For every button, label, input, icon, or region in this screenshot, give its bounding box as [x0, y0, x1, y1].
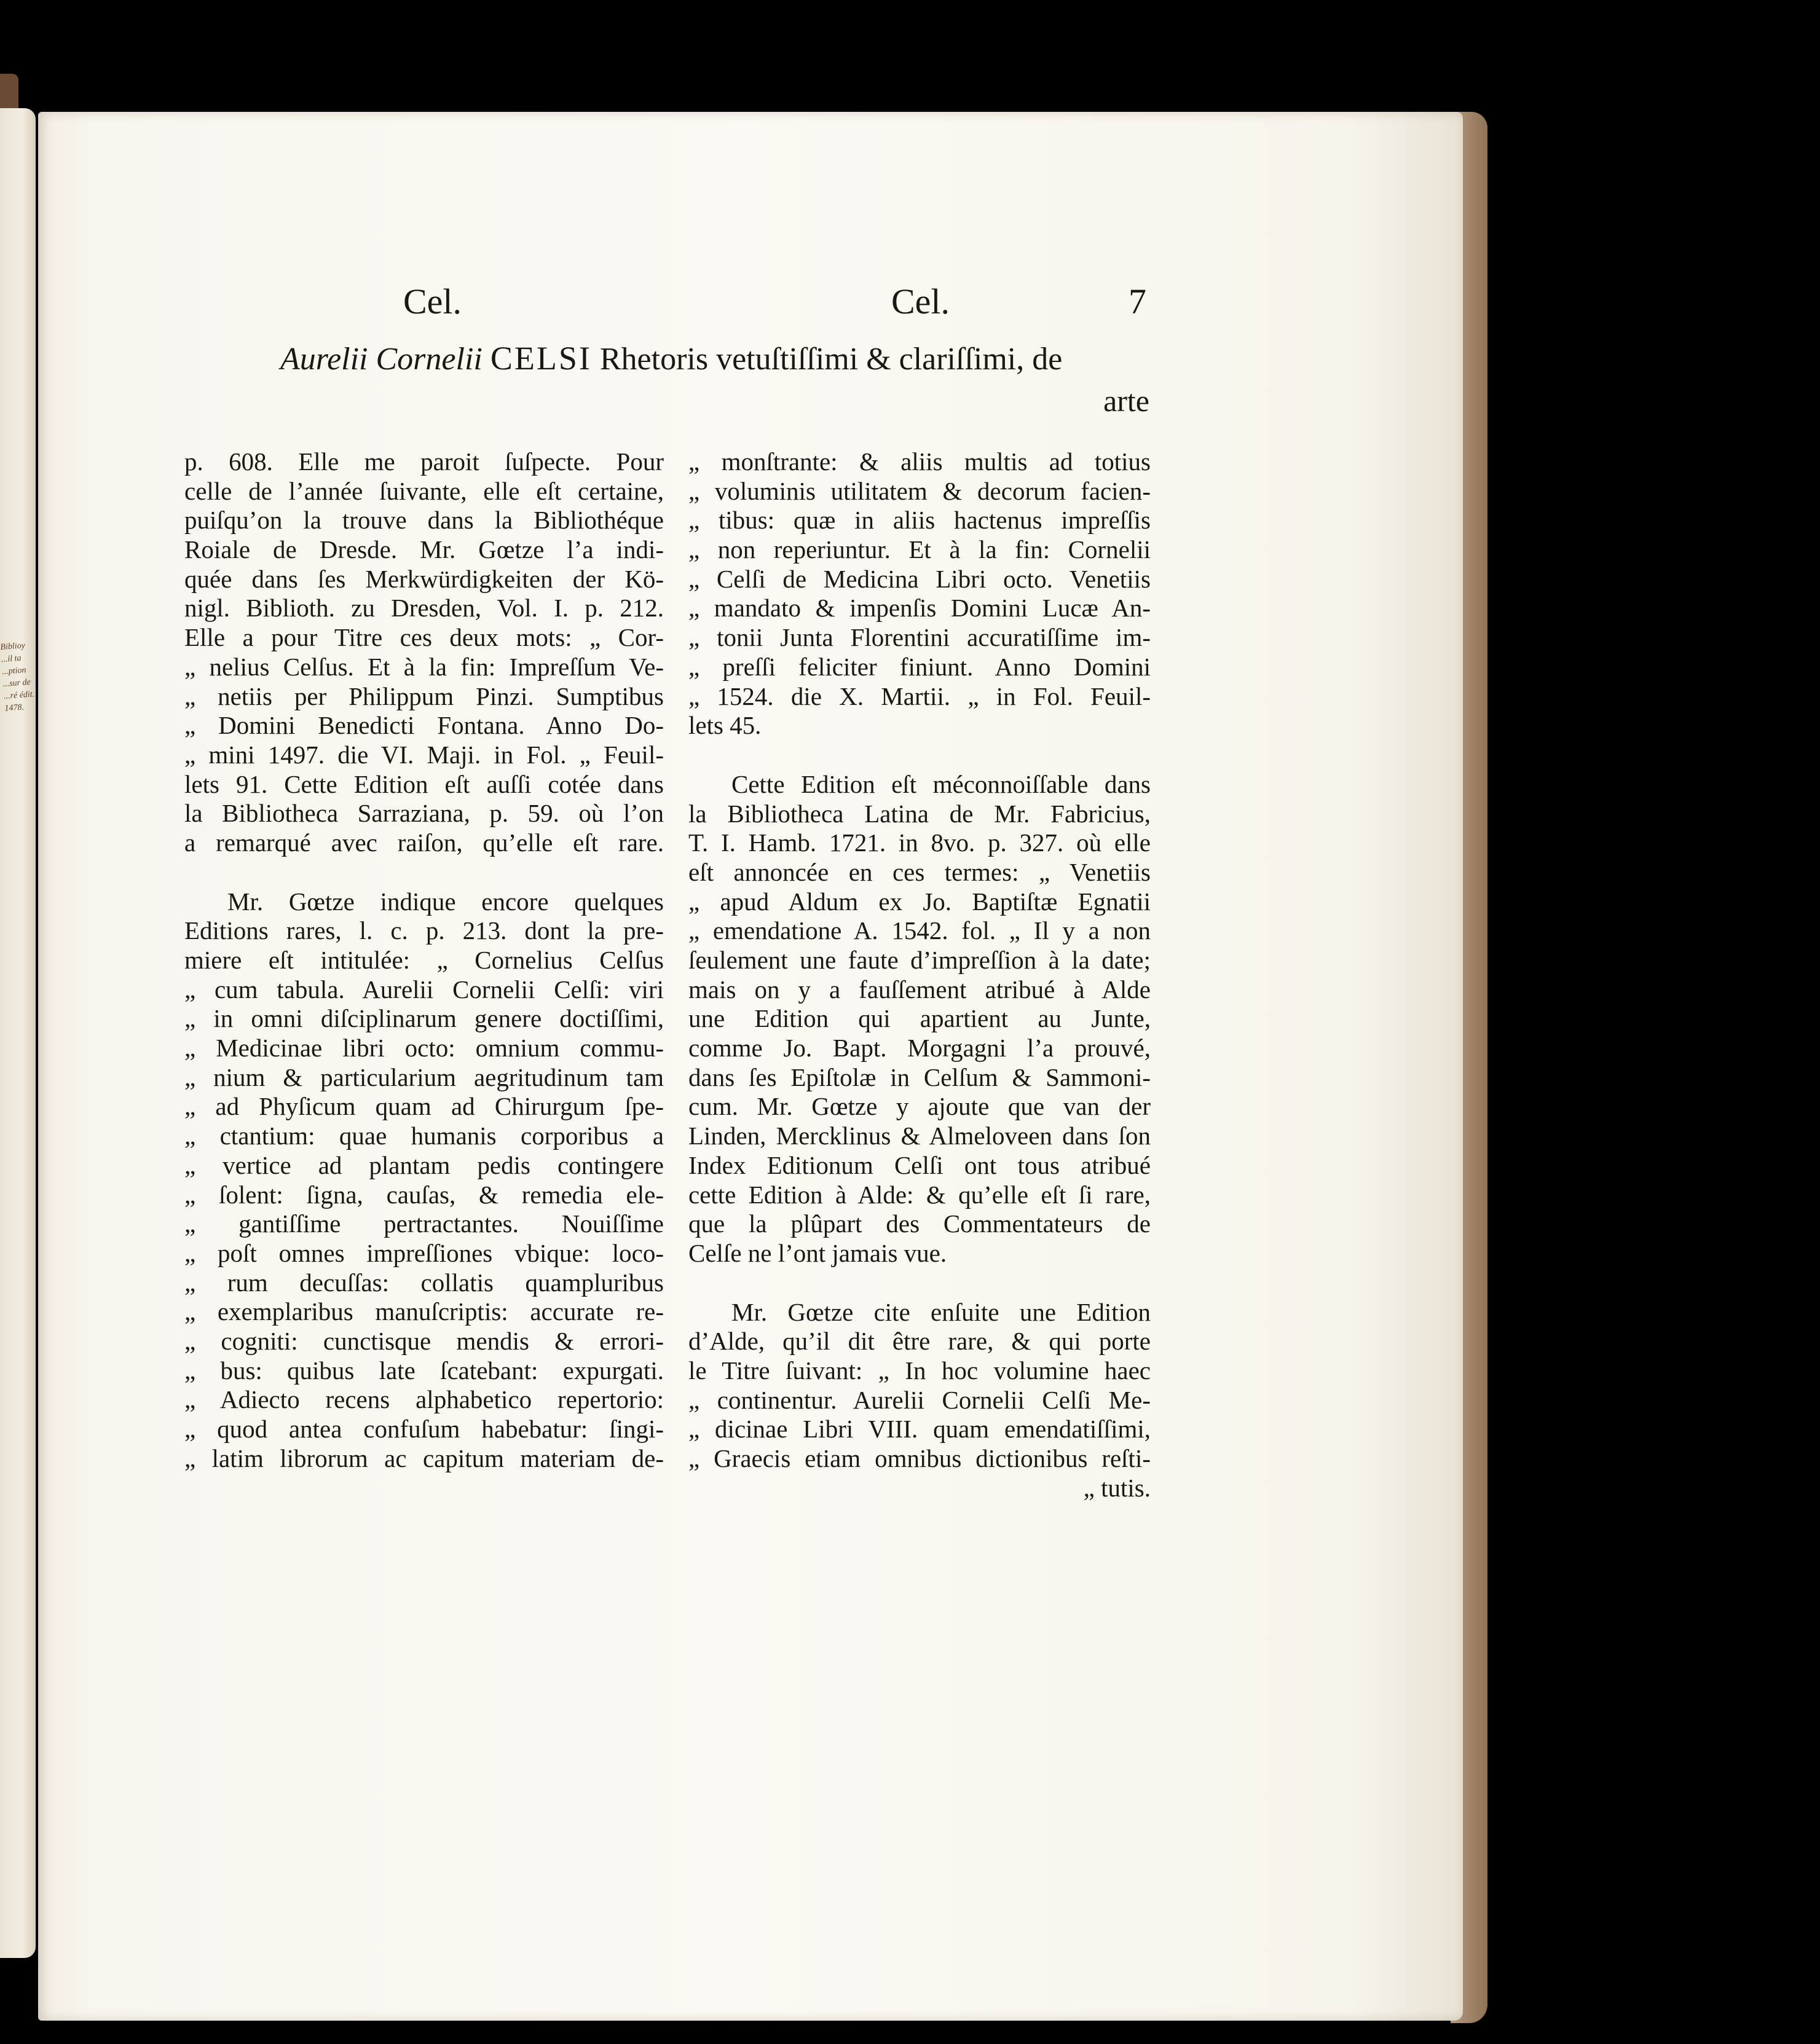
paragraph-gap [688, 741, 1151, 770]
paragraph-gap [184, 858, 664, 887]
text-line: „ poſt omnes impreſſiones vbique: loco- [184, 1238, 664, 1267]
text-line: „ gantiſſime pertractantes. Nouiſſime [184, 1209, 664, 1238]
text-line: „ Domini Benedicti Fontana. Anno Do- [184, 711, 664, 740]
text-line: Mr. Gœtze indique encore quelques [227, 887, 664, 916]
text-line: „ Medicinae libri octo: omnium commu- [184, 1034, 664, 1063]
text-line: „ Celſi de Medicina Libri octo. Venetiis [688, 564, 1151, 593]
text-line: p. 608. Elle me paroit ſuſpecte. Pour [184, 447, 664, 476]
text-line: lets 91. Cette Edition eſt auſſi cotée dans [184, 769, 664, 798]
text-line: „ cum tabula. Aurelii Cornelii Celſi: viri [184, 975, 664, 1004]
text-line: Roiale de Dresde. Mr. Gœtze l’a indi- [184, 535, 664, 564]
page-number: 7 [1129, 281, 1146, 321]
title-italic: Aurelii Cornelii [280, 342, 483, 377]
text-line: miere eſt intitulée: „ Cornelius Celſus [184, 946, 664, 974]
left-text-column [184, 447, 664, 1473]
text-line: quée dans ſes Merkwürdigkeiten der Kö- [184, 564, 664, 593]
text-line: „ emendatione A. 1542. fol. „ Il y a non [688, 916, 1151, 945]
text-line: cum. Mr. Gœtze y ajoute que van der [688, 1092, 1151, 1121]
running-head-center: Cel. [891, 281, 950, 321]
text-line: lets 45. [688, 711, 762, 740]
text-line: „ monſtrante: & aliis multis ad totius [688, 447, 1151, 476]
title-rest: Rhetoris vetuſtiſſimi & clariſſimi, de [599, 342, 1063, 377]
margin-note-line: ...ré édit. [3, 690, 35, 701]
text-line: Celſe ne l’ont jamais vue. [688, 1238, 947, 1267]
text-line: celle de l’année ſuivante, elle eſt certaine, [184, 476, 664, 505]
right-text-column [688, 447, 1151, 1503]
paragraph-gap [688, 1268, 1151, 1298]
margin-note-line: 1478. [4, 702, 25, 713]
text-line: Elle a pour Titre ces deux mots: „ Cor- [184, 623, 664, 652]
text-line: „ ſolent: ſigna, cauſas, & remedia ele- [184, 1180, 664, 1209]
text-line: „ rum decuſſas: collatis quampluribus [184, 1268, 664, 1297]
margin-note-line: ...sur de [2, 677, 31, 689]
text-line: Cette Edition eſt méconnoiſſable dans [731, 769, 1151, 798]
text-line: „ dicinae Libri VIII. quam emendatiſſimi, [688, 1415, 1151, 1444]
text-line: Linden, Mercklinus & Almeloveen dans ſon [688, 1122, 1151, 1150]
text-line: a remarqué avec raiſon, qu’elle eſt rare. [184, 828, 664, 857]
text-line: mais on y a fauſſement atribué à Alde [688, 975, 1151, 1004]
text-line: „ quod antea confuſum habebatur: ſingi- [184, 1415, 664, 1443]
text-line: „ exemplaribus manuſcriptis: accurate re- [184, 1297, 664, 1326]
text-line: „ mini 1497. die VI. Maji. in Fol. „ Feuil- [184, 740, 664, 769]
text-line: Index Editionum Celſi ont tous atribué [688, 1150, 1151, 1179]
title-continuation: arte [1103, 383, 1149, 418]
text-line: T. I. Hamb. 1721. in 8vo. p. 327. où elle [688, 828, 1151, 857]
text-line: Editions rares, l. c. p. 213. dont la pre- [184, 916, 664, 945]
text-line: „ Graecis etiam omnibus dictionibus reſti- [688, 1444, 1151, 1472]
text-line: „ preſſi feliciter finiunt. Anno Domini [688, 652, 1151, 681]
text-line: la Bibliotheca Latina de Mr. Fabricius, [688, 799, 1151, 828]
text-line: „ voluminis utilitatem & decorum facien- [688, 476, 1151, 505]
text-line: dans ſes Epiſtolæ in Celſum & Sammoni- [688, 1063, 1151, 1091]
margin-note-line: ...ption [1, 666, 27, 677]
text-line: „ tibus: quæ in aliis hactenus impreſſis [688, 506, 1151, 535]
handwritten-margin-note [0, 639, 38, 715]
text-line: „ tonii Junta Florentini accuratiſſime im- [688, 623, 1151, 652]
title-caps: CELSI [490, 340, 592, 377]
margin-note-line: ...il ta [1, 653, 22, 664]
text-line: „ 1524. die X. Martii. „ in Fol. Feuil- [688, 682, 1151, 710]
text-line: „ vertice ad plantam pedis contingere [184, 1150, 664, 1179]
text-line: Mr. Gœtze cite enſuite une Edition [731, 1297, 1151, 1326]
text-line: „ Adiecto recens alphabetico repertorio: [184, 1385, 664, 1414]
text-line: „ apud Aldum ex Jo. Baptiſtæ Egnatii [688, 887, 1151, 916]
text-line: „ non reperiuntur. Et à la fin: Cornelii [688, 535, 1151, 564]
section-title [280, 338, 1149, 380]
text-line: puiſqu’on la trouve dans la Bibliothéque [184, 506, 664, 535]
text-line: que la plûpart des Commentateurs de [688, 1209, 1151, 1238]
text-line: „ continentur. Aurelii Cornelii Celſi Me- [688, 1385, 1151, 1414]
text-line: „ in omni diſciplinarum genere doctiſſimi, [184, 1004, 664, 1033]
text-line: ſeulement une faute d’impreſſion à la date; [688, 946, 1151, 974]
text-line: „ nelius Celſus. Et à la fin: Impreſſum Ve- [184, 652, 664, 681]
text-line: une Edition qui apartient au Junte, [688, 1004, 1151, 1033]
text-line: „ bus: quibus late ſcatebant: expurgati. [184, 1356, 664, 1385]
text-line: comme Jo. Bapt. Morgagni l’a prouvé, [688, 1034, 1151, 1063]
text-line: „ netiis per Philippum Pinzi. Sumptibus [184, 682, 664, 710]
text-line: „ latim librorum ac capitum materiam de- [184, 1444, 664, 1472]
facing-page-edge [0, 108, 36, 1958]
margin-note-line: Biblioy [0, 641, 26, 652]
text-line: „ ad Phyſicum quam ad Chirurgum ſpe- [184, 1092, 664, 1121]
text-line: „ mandato & impenſis Domini Lucæ An- [688, 594, 1151, 623]
text-line: nigl. Biblioth. zu Dresden, Vol. I. p. 212. [184, 594, 664, 623]
text-line: le Titre ſuivant: „ In hoc volumine haec [688, 1356, 1151, 1385]
text-line: „ cogniti: cunctisque mendis & errori- [184, 1326, 664, 1355]
text-line: eſt annoncée en ces termes: „ Venetiis [688, 857, 1151, 886]
catchword: „ tutis. [1083, 1473, 1151, 1502]
text-line: la Bibliotheca Sarraziana, p. 59. où l’on [184, 799, 664, 828]
running-head-left: Cel. [403, 281, 462, 321]
text-line: d’Alde, qu’il dit être rare, & qui porte [688, 1327, 1151, 1356]
text-line: „ ctantium: quae humanis corporibus a [184, 1122, 664, 1150]
text-line: cette Edition à Alde: & qu’elle eſt ſi rare, [688, 1180, 1151, 1209]
text-line: „ nium & particularium aegritudinum tam [184, 1063, 664, 1091]
